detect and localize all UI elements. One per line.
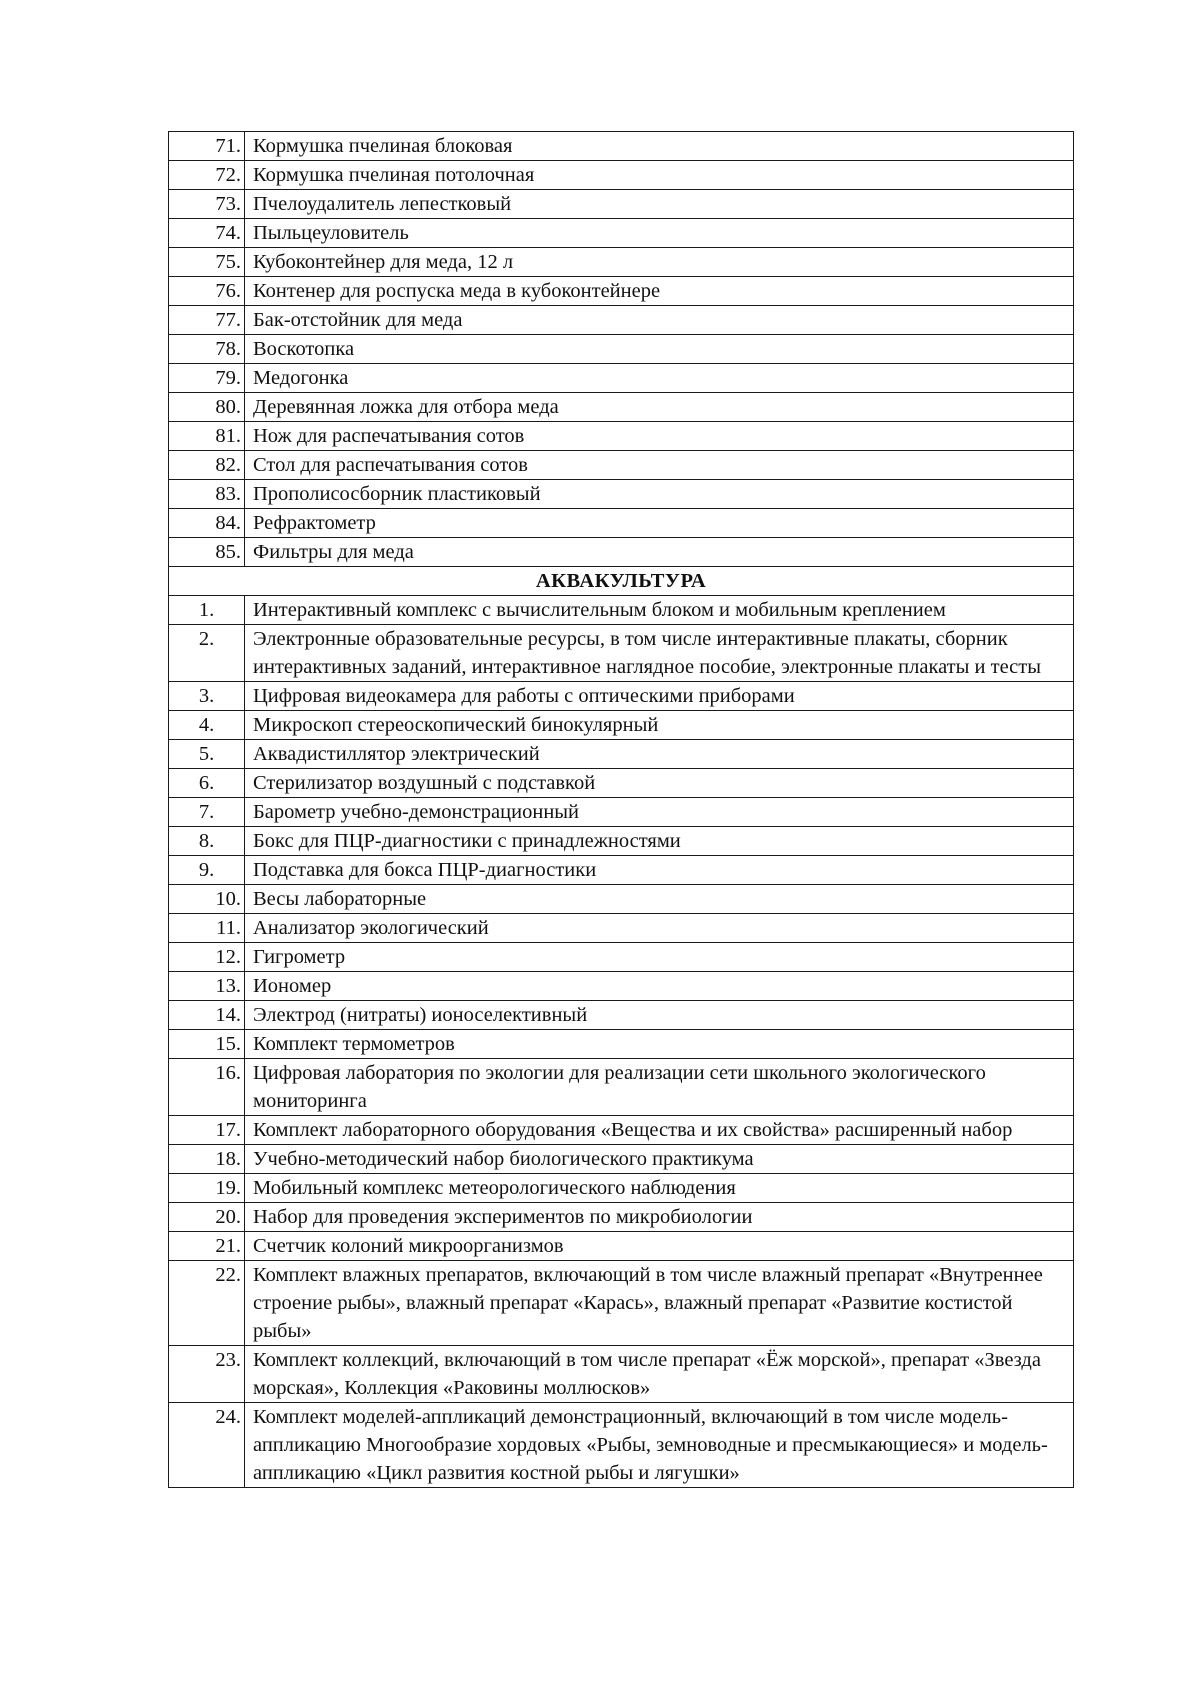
item-name: Кубоконтейнер для меда, 12 л	[245, 248, 1074, 277]
item-name: Электронные образовательные ресурсы, в том числе интерактивные плакаты, сборник интерактивных заданий, интерактивное наглядное пособие, электронные плакаты и тесты	[245, 625, 1074, 682]
equipment-table-body	[169, 132, 1074, 1488]
table-row	[169, 1232, 1074, 1261]
item-number: 23.	[169, 1346, 245, 1403]
table-row	[169, 1174, 1074, 1203]
item-name: Иономер	[245, 972, 1074, 1001]
item-number: 78.	[169, 335, 245, 364]
item-number: 15.	[169, 1030, 245, 1059]
item-name: Гигрометр	[245, 943, 1074, 972]
table-row	[169, 248, 1074, 277]
item-name: Бак-отстойник для меда	[245, 306, 1074, 335]
item-number: 11.	[169, 914, 245, 943]
item-number: 74.	[169, 219, 245, 248]
item-number: 19.	[169, 1174, 245, 1203]
item-number: 3.	[169, 682, 245, 711]
item-number: 9.	[169, 856, 245, 885]
item-name: Набор для проведения экспериментов по микробиологии	[245, 1203, 1074, 1232]
equipment-list-sheet	[168, 131, 1074, 1488]
item-number: 4.	[169, 711, 245, 740]
item-number: 22.	[169, 1261, 245, 1346]
table-row	[169, 393, 1074, 422]
table-row	[169, 711, 1074, 740]
item-number: 5.	[169, 740, 245, 769]
table-row	[169, 190, 1074, 219]
item-name: Рефрактометр	[245, 509, 1074, 538]
table-row	[169, 943, 1074, 972]
item-number: 7.	[169, 798, 245, 827]
item-name: Комплект влажных препаратов, включающий в том числе влажный препарат «Внутреннее строение рыбы», влажный препарат «Карась», влажный препарат «Развитие костистой рыбы»	[245, 1261, 1074, 1346]
table-row	[169, 306, 1074, 335]
item-name: Фильтры для меда	[245, 538, 1074, 567]
table-row	[169, 769, 1074, 798]
equipment-table	[168, 131, 1074, 1488]
item-number: 8.	[169, 827, 245, 856]
item-name: Барометр учебно-демонстрационный	[245, 798, 1074, 827]
item-name: Прополисосборник пластиковый	[245, 480, 1074, 509]
item-name: Нож для распечатывания сотов	[245, 422, 1074, 451]
table-row	[169, 914, 1074, 943]
table-row	[169, 277, 1074, 306]
item-name: Стол для распечатывания сотов	[245, 451, 1074, 480]
table-row	[169, 364, 1074, 393]
item-number: 16.	[169, 1059, 245, 1116]
table-row	[169, 219, 1074, 248]
item-number: 14.	[169, 1001, 245, 1030]
item-name: Кормушка пчелиная блоковая	[245, 132, 1074, 161]
table-row	[169, 161, 1074, 190]
table-row	[169, 1403, 1074, 1488]
table-row	[169, 625, 1074, 682]
item-name: Электрод (нитраты) ионоселективный	[245, 1001, 1074, 1030]
table-row	[169, 1203, 1074, 1232]
item-name: Медогонка	[245, 364, 1074, 393]
table-row	[169, 856, 1074, 885]
item-name: Мобильный комплекс метеорологического наблюдения	[245, 1174, 1074, 1203]
item-number: 2.	[169, 625, 245, 682]
table-row	[169, 509, 1074, 538]
item-name: Интерактивный комплекс с вычислительным блоком и мобильным креплением	[245, 596, 1074, 625]
item-name: Воскотопка	[245, 335, 1074, 364]
item-number: 80.	[169, 393, 245, 422]
table-row	[169, 538, 1074, 567]
item-number: 12.	[169, 943, 245, 972]
item-number: 1.	[169, 596, 245, 625]
table-row	[169, 596, 1074, 625]
table-row	[169, 1261, 1074, 1346]
item-number: 18.	[169, 1145, 245, 1174]
table-row	[169, 480, 1074, 509]
item-name: Пыльцеуловитель	[245, 219, 1074, 248]
item-name: Цифровая видеокамера для работы с оптическими приборами	[245, 682, 1074, 711]
item-number: 83.	[169, 480, 245, 509]
section-title: АКВАКУЛЬТУРА	[169, 567, 1074, 596]
item-name: Весы лабораторные	[245, 885, 1074, 914]
item-number: 72.	[169, 161, 245, 190]
item-number: 77.	[169, 306, 245, 335]
table-row	[169, 1145, 1074, 1174]
item-name: Микроскоп стереоскопический бинокулярный	[245, 711, 1074, 740]
item-number: 13.	[169, 972, 245, 1001]
item-number: 21.	[169, 1232, 245, 1261]
item-name: Комплект коллекций, включающий в том числе препарат «Ёж морской», препарат «Звезда морская», Коллекция «Раковины моллюсков»	[245, 1346, 1074, 1403]
item-name: Анализатор экологический	[245, 914, 1074, 943]
table-row	[169, 885, 1074, 914]
table-row	[169, 451, 1074, 480]
section-header-row	[169, 567, 1074, 596]
item-number: 24.	[169, 1403, 245, 1488]
item-name: Деревянная ложка для отбора меда	[245, 393, 1074, 422]
table-row	[169, 682, 1074, 711]
table-row	[169, 1001, 1074, 1030]
item-name: Комплект моделей-аппликаций демонстрационный, включающий в том числе модель-аппликацию Многообразие хордовых «Рыбы, земноводные и пресмыкающиеся» и модель-аппликацию «Цикл развития костной рыбы и лягушки»	[245, 1403, 1074, 1488]
item-number: 10.	[169, 885, 245, 914]
table-row	[169, 1116, 1074, 1145]
item-name: Комплект лабораторного оборудования «Вещества и их свойства» расширенный набор	[245, 1116, 1074, 1145]
item-name: Цифровая лаборатория по экологии для реализации сети школьного экологического мониторинга	[245, 1059, 1074, 1116]
item-number: 81.	[169, 422, 245, 451]
table-row	[169, 972, 1074, 1001]
item-name: Счетчик колоний микроорганизмов	[245, 1232, 1074, 1261]
item-number: 20.	[169, 1203, 245, 1232]
table-row	[169, 422, 1074, 451]
item-number: 84.	[169, 509, 245, 538]
item-number: 79.	[169, 364, 245, 393]
item-number: 17.	[169, 1116, 245, 1145]
table-row	[169, 1346, 1074, 1403]
item-name: Подставка для бокса ПЦР-диагностики	[245, 856, 1074, 885]
table-row	[169, 827, 1074, 856]
item-name: Стерилизатор воздушный с подставкой	[245, 769, 1074, 798]
table-row	[169, 132, 1074, 161]
item-name: Кормушка пчелиная потолочная	[245, 161, 1074, 190]
item-number: 75.	[169, 248, 245, 277]
item-name: Контенер для роспуска меда в кубоконтейнере	[245, 277, 1074, 306]
table-row	[169, 335, 1074, 364]
item-number: 76.	[169, 277, 245, 306]
item-number: 82.	[169, 451, 245, 480]
table-row	[169, 1059, 1074, 1116]
table-row	[169, 1030, 1074, 1059]
item-number: 85.	[169, 538, 245, 567]
item-number: 71.	[169, 132, 245, 161]
item-name: Бокс для ПЦР-диагностики с принадлежностями	[245, 827, 1074, 856]
item-name: Пчелоудалитель лепестковый	[245, 190, 1074, 219]
table-row	[169, 798, 1074, 827]
item-name: Комплект термометров	[245, 1030, 1074, 1059]
item-number: 73.	[169, 190, 245, 219]
item-name: Аквадистиллятор электрический	[245, 740, 1074, 769]
item-name: Учебно-методический набор биологического практикума	[245, 1145, 1074, 1174]
table-row	[169, 740, 1074, 769]
item-number: 6.	[169, 769, 245, 798]
